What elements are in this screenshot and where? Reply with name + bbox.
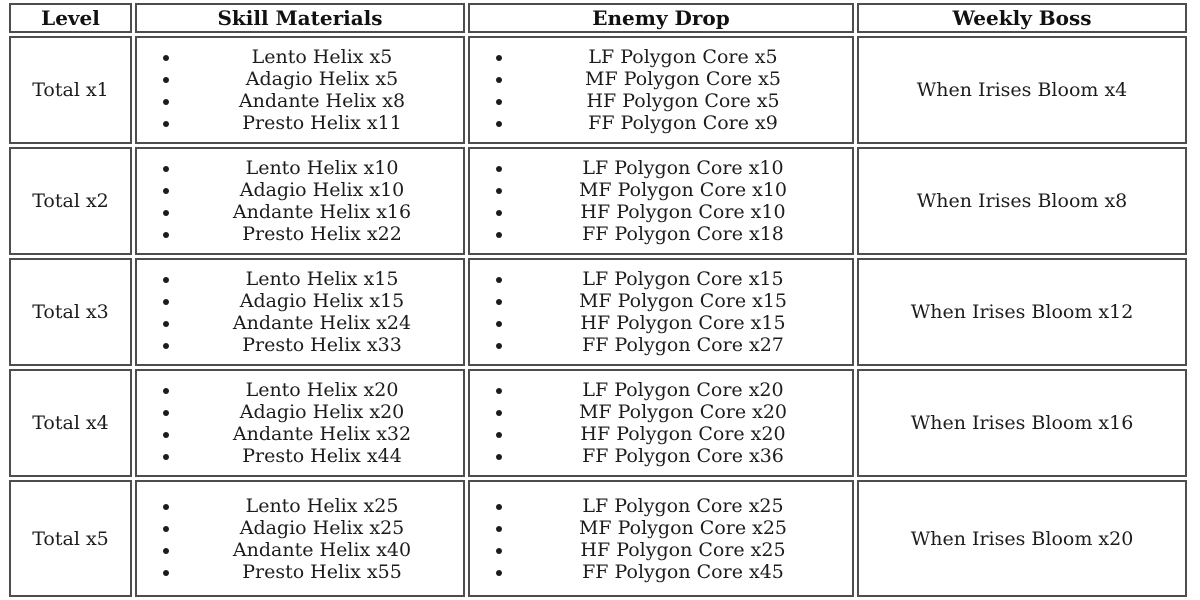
skill-materials-cell (135, 258, 465, 366)
enemy-drop-list (470, 157, 852, 245)
material-item: • Andante Helix x24 (181, 312, 463, 334)
material-item: • Presto Helix x55 (181, 561, 463, 583)
drop-item: • FF Polygon Core x27 (514, 334, 852, 356)
table-row (9, 480, 1187, 597)
enemy-drop-cell (468, 36, 854, 144)
column-header-level: Level (9, 3, 132, 33)
skill-materials-list (137, 495, 463, 583)
drop-item: • HF Polygon Core x25 (514, 539, 852, 561)
weekly-boss-cell: When Irises Bloom x12 (857, 258, 1187, 366)
material-item: • Lento Helix x20 (181, 379, 463, 401)
drop-item: • LF Polygon Core x10 (514, 157, 852, 179)
drop-item: • LF Polygon Core x25 (514, 495, 852, 517)
skill-materials-list (137, 379, 463, 467)
skill-materials-list (137, 46, 463, 134)
material-item: • Lento Helix x5 (181, 46, 463, 68)
drop-item: • MF Polygon Core x20 (514, 401, 852, 423)
enemy-drop-list (470, 46, 852, 134)
skill-materials-cell (135, 369, 465, 477)
table-row (9, 258, 1187, 366)
enemy-drop-cell (468, 258, 854, 366)
upgrade-materials-table (6, 0, 1190, 600)
skill-materials-list (137, 157, 463, 245)
material-item: • Lento Helix x25 (181, 495, 463, 517)
drop-item: • LF Polygon Core x5 (514, 46, 852, 68)
material-item: • Adagio Helix x20 (181, 401, 463, 423)
material-item: • Andante Helix x8 (181, 90, 463, 112)
drop-item: • FF Polygon Core x36 (514, 445, 852, 467)
skill-materials-cell (135, 36, 465, 144)
material-item: • Lento Helix x15 (181, 268, 463, 290)
enemy-drop-list (470, 495, 852, 583)
enemy-drop-cell (468, 369, 854, 477)
material-item: • Adagio Helix x15 (181, 290, 463, 312)
material-item: • Adagio Helix x5 (181, 68, 463, 90)
drop-item: • HF Polygon Core x10 (514, 201, 852, 223)
drop-item: • MF Polygon Core x15 (514, 290, 852, 312)
level-cell: Total x2 (9, 147, 132, 255)
enemy-drop-cell (468, 480, 854, 597)
drop-item: • FF Polygon Core x9 (514, 112, 852, 134)
skill-materials-list (137, 268, 463, 356)
drop-item: • FF Polygon Core x18 (514, 223, 852, 245)
material-item: • Lento Helix x10 (181, 157, 463, 179)
drop-item: • MF Polygon Core x25 (514, 517, 852, 539)
table-row (9, 36, 1187, 144)
drop-item: • MF Polygon Core x10 (514, 179, 852, 201)
skill-materials-cell (135, 480, 465, 597)
column-header-enemy-drop: Enemy Drop (468, 3, 854, 33)
level-cell: Total x1 (9, 36, 132, 144)
material-item: • Presto Helix x11 (181, 112, 463, 134)
material-item: • Presto Helix x33 (181, 334, 463, 356)
header-row (9, 3, 1187, 33)
column-header-skill-materials: Skill Materials (135, 3, 465, 33)
enemy-drop-cell (468, 147, 854, 255)
weekly-boss-cell: When Irises Bloom x16 (857, 369, 1187, 477)
material-item: • Adagio Helix x25 (181, 517, 463, 539)
table-row (9, 369, 1187, 477)
weekly-boss-cell: When Irises Bloom x20 (857, 480, 1187, 597)
material-item: • Andante Helix x16 (181, 201, 463, 223)
column-header-weekly-boss: Weekly Boss (857, 3, 1187, 33)
drop-item: • HF Polygon Core x15 (514, 312, 852, 334)
material-item: • Presto Helix x22 (181, 223, 463, 245)
enemy-drop-list (470, 268, 852, 356)
material-item: • Andante Helix x40 (181, 539, 463, 561)
drop-item: • LF Polygon Core x20 (514, 379, 852, 401)
drop-item: • FF Polygon Core x45 (514, 561, 852, 583)
enemy-drop-list (470, 379, 852, 467)
drop-item: • MF Polygon Core x5 (514, 68, 852, 90)
skill-materials-cell (135, 147, 465, 255)
level-cell: Total x4 (9, 369, 132, 477)
material-item: • Presto Helix x44 (181, 445, 463, 467)
drop-item: • HF Polygon Core x5 (514, 90, 852, 112)
drop-item: • HF Polygon Core x20 (514, 423, 852, 445)
material-item: • Andante Helix x32 (181, 423, 463, 445)
level-cell: Total x5 (9, 480, 132, 597)
weekly-boss-cell: When Irises Bloom x8 (857, 147, 1187, 255)
drop-item: • LF Polygon Core x15 (514, 268, 852, 290)
material-item: • Adagio Helix x10 (181, 179, 463, 201)
table-row (9, 147, 1187, 255)
weekly-boss-cell: When Irises Bloom x4 (857, 36, 1187, 144)
level-cell: Total x3 (9, 258, 132, 366)
